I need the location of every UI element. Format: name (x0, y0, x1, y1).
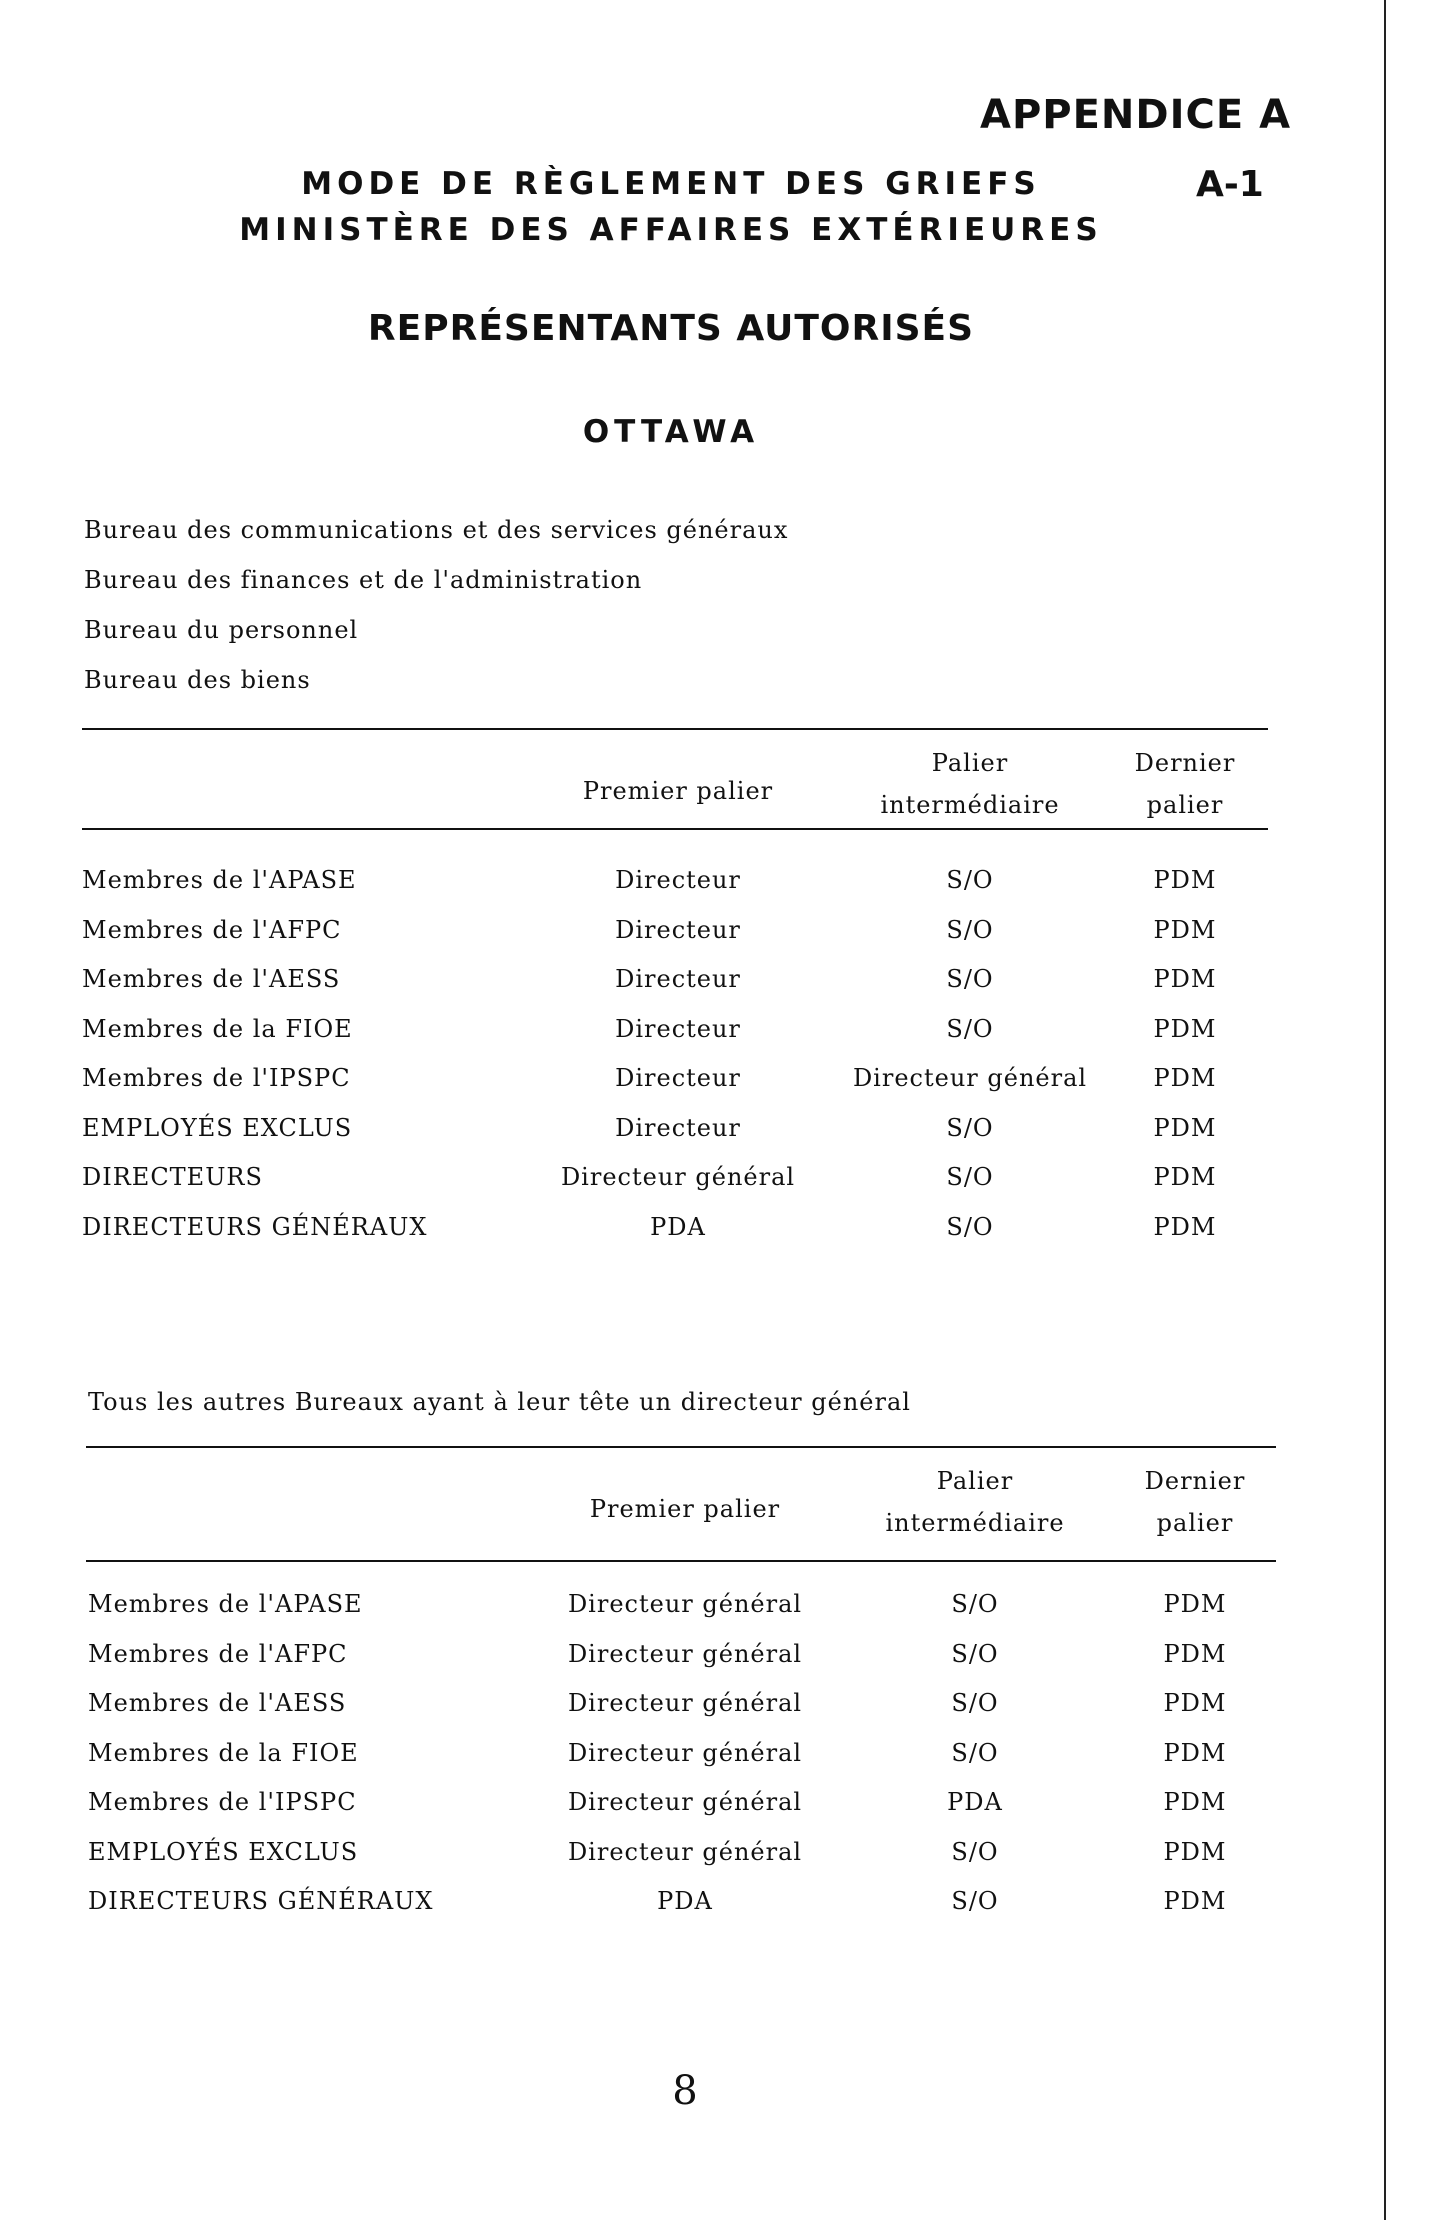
other-offices-note: Tous les autres Bureaux ayant à leur tête un directeur général (88, 1388, 911, 1416)
intermediate-level-cell: Directeur général (852, 1064, 1088, 1092)
intermediate-level-cell: S/O (946, 915, 994, 944)
first-level-cell: Directeur (615, 1014, 741, 1043)
intermediate-level-cell: S/O (946, 1113, 994, 1142)
final-level-cell: PDM (1163, 1639, 1227, 1668)
table-row (0, 1590, 1384, 1630)
intermediate-level-cell: S/O (946, 1212, 994, 1241)
intermediate-level-cell: S/O (946, 866, 994, 894)
employee-group-cell: Membres de l'APASE (88, 1590, 363, 1618)
table-row (0, 1788, 1384, 1828)
table-row (0, 1838, 1384, 1878)
final-level-cell: PDM (1163, 1837, 1227, 1866)
document-title: MODE DE RÈGLEMENT DES GRIEFS (301, 166, 1041, 202)
table-row (0, 965, 1384, 1005)
location-heading: OTTAWA (582, 414, 760, 450)
employee-group-cell: DIRECTEURS GÉNÉRAUX (88, 1887, 434, 1915)
employee-group-cell: Membres de l'AFPC (82, 915, 342, 944)
final-level-cell: PDM (1163, 1738, 1227, 1767)
first-level-cell: Directeur général (567, 1590, 803, 1618)
page-edge-line (1384, 0, 1386, 2220)
table-row (0, 1015, 1384, 1055)
employee-group-cell: Membres de l'AESS (88, 1689, 347, 1717)
column-header-middle-line1: Palier (936, 1467, 1014, 1495)
final-level-cell: PDM (1153, 1113, 1217, 1142)
first-level-cell: Directeur général (560, 1163, 796, 1191)
column-header-first: Premier palier (582, 777, 774, 805)
intermediate-level-cell: S/O (951, 1639, 999, 1668)
first-level-cell: Directeur général (567, 1639, 803, 1668)
first-level-cell: Directeur (615, 915, 741, 944)
office-item: Bureau des communications et des services généraux (84, 516, 789, 544)
employee-group-cell: Membres de la FIOE (82, 1014, 353, 1043)
employee-group-cell: Membres de l'AESS (82, 965, 341, 993)
final-level-cell: PDM (1153, 1014, 1217, 1043)
employee-group-cell: Membres de la FIOE (88, 1738, 359, 1767)
employee-group-cell: DIRECTEURS GÉNÉRAUX (82, 1212, 428, 1241)
table-row (0, 1689, 1384, 1729)
first-level-cell: Directeur (615, 866, 741, 894)
ministry-title: MINISTÈRE DES AFFAIRES EXTÉRIEURES (239, 212, 1103, 248)
first-level-cell: Directeur général (567, 1689, 803, 1717)
final-level-cell: PDM (1163, 1788, 1227, 1816)
column-header-middle-line2: intermédiaire (880, 791, 1060, 819)
intermediate-level-cell: PDA (947, 1788, 1003, 1816)
final-level-cell: PDM (1163, 1887, 1227, 1915)
office-item: Bureau des biens (84, 666, 311, 694)
table-row (0, 916, 1384, 956)
final-level-cell: PDM (1163, 1689, 1227, 1717)
first-level-cell: Directeur (615, 1113, 741, 1142)
page-number: 8 (672, 2068, 698, 2114)
table-row (0, 1640, 1384, 1680)
intermediate-level-cell: S/O (951, 1738, 999, 1767)
first-level-cell: Directeur général (567, 1788, 803, 1816)
table-row (0, 1887, 1384, 1927)
table-header-rule (86, 1560, 1276, 1562)
employee-group-cell: Membres de l'IPSPC (88, 1788, 357, 1816)
section-title: REPRÉSENTANTS AUTORISÉS (367, 308, 975, 349)
first-level-cell: PDA (650, 1212, 706, 1241)
column-header-last-line2: palier (1156, 1509, 1234, 1537)
employee-group-cell: EMPLOYÉS EXCLUS (88, 1837, 359, 1866)
table-row (0, 1739, 1384, 1779)
column-header-last-line1: Dernier (1144, 1467, 1246, 1495)
first-level-cell: Directeur général (567, 1837, 803, 1866)
appendix-code: A-1 (1196, 164, 1264, 205)
column-header-last-line2: palier (1146, 791, 1224, 819)
intermediate-level-cell: S/O (951, 1689, 999, 1717)
intermediate-level-cell: S/O (951, 1887, 999, 1915)
table-header-rule (82, 828, 1268, 830)
final-level-cell: PDM (1153, 915, 1217, 944)
table-top-rule (86, 1446, 1276, 1448)
final-level-cell: PDM (1163, 1590, 1227, 1618)
intermediate-level-cell: S/O (946, 1014, 994, 1043)
final-level-cell: PDM (1153, 1064, 1217, 1092)
first-level-cell: Directeur général (567, 1738, 803, 1767)
column-header-first: Premier palier (589, 1495, 781, 1523)
table-row (0, 866, 1384, 906)
table-row (0, 1213, 1384, 1253)
final-level-cell: PDM (1153, 866, 1217, 894)
table-row (0, 1114, 1384, 1154)
column-header-middle-line1: Palier (931, 749, 1009, 777)
final-level-cell: PDM (1153, 965, 1217, 993)
first-level-cell: PDA (657, 1887, 713, 1915)
intermediate-level-cell: S/O (951, 1837, 999, 1866)
table-row (0, 1064, 1384, 1104)
intermediate-level-cell: S/O (951, 1590, 999, 1618)
column-header-middle-line2: intermédiaire (885, 1509, 1065, 1537)
intermediate-level-cell: S/O (946, 1163, 994, 1191)
employee-group-cell: EMPLOYÉS EXCLUS (82, 1113, 353, 1142)
employee-group-cell: Membres de l'APASE (82, 866, 357, 894)
appendix-label: APPENDICE A (980, 92, 1292, 138)
office-item: Bureau du personnel (84, 616, 359, 644)
intermediate-level-cell: S/O (946, 965, 994, 993)
first-level-cell: Directeur (615, 1064, 741, 1092)
first-level-cell: Directeur (615, 965, 741, 993)
table-row (0, 1163, 1384, 1203)
column-header-last-line1: Dernier (1134, 749, 1236, 777)
employee-group-cell: Membres de l'AFPC (88, 1639, 348, 1668)
office-item: Bureau des finances et de l'administration (84, 566, 643, 594)
final-level-cell: PDM (1153, 1212, 1217, 1241)
employee-group-cell: Membres de l'IPSPC (82, 1064, 351, 1092)
final-level-cell: PDM (1153, 1163, 1217, 1191)
table-top-rule (82, 728, 1268, 730)
employee-group-cell: DIRECTEURS (82, 1163, 263, 1191)
